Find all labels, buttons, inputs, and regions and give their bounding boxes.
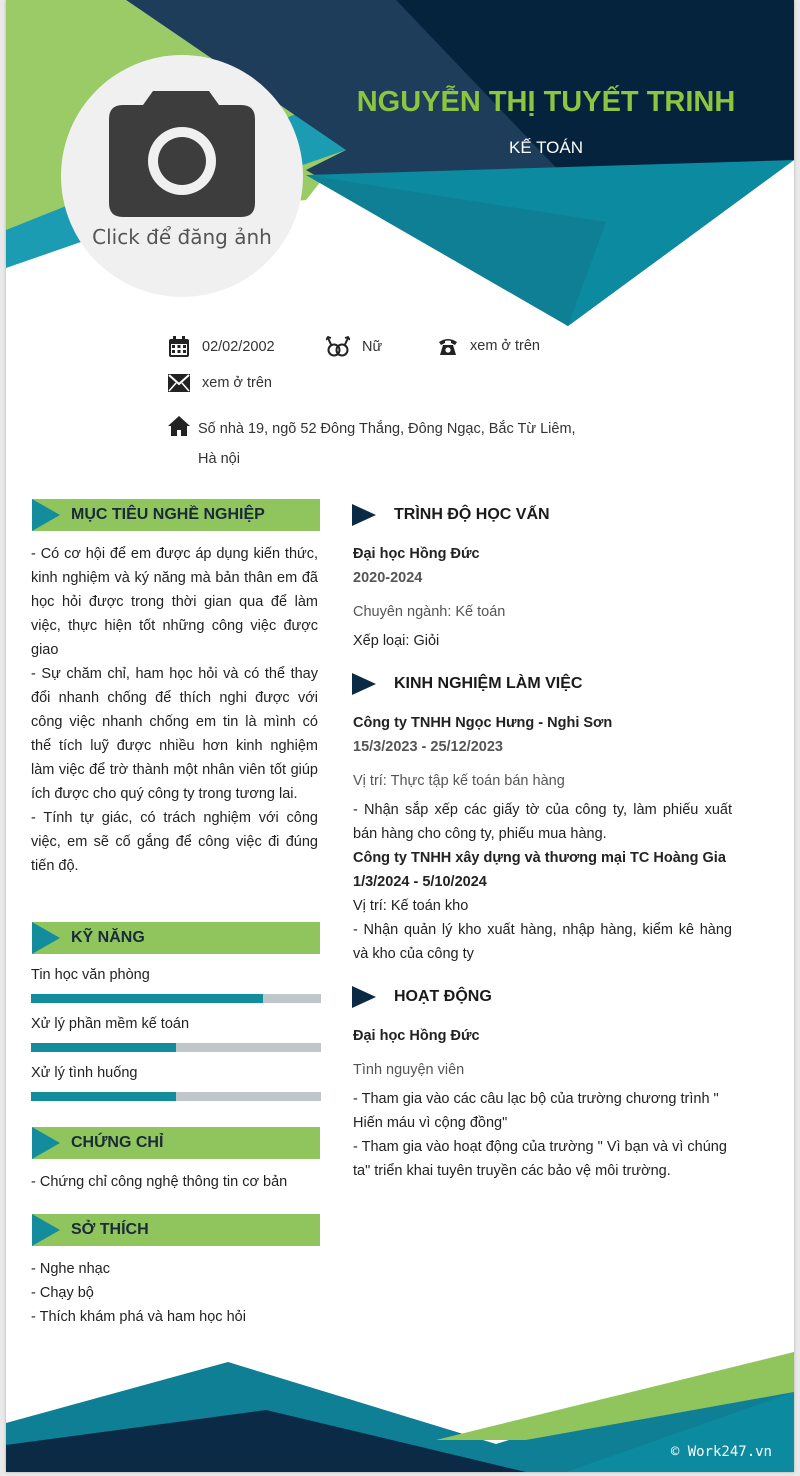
activity-item: - Tham gia vào các câu lạc bộ của trường chương trình " Hiến máu vì cộng đồng"	[353, 1091, 719, 1131]
candidate-name: NGUYỄN THỊ TUYẾT TRINH	[356, 86, 736, 118]
career-goal-text	[31, 542, 318, 878]
certificate-item: - Chứng chỉ công nghệ thông tin cơ bản	[31, 1174, 288, 1190]
career-goal-paragraph: - Sự chăm chỉ, ham học hỏi và có thể thay đổi nhanh chống để thích nghi được với công việc nhanh chống em tin là mình có thể tích luỹ được nhiều hơn kinh nghiệm làm việc để trờ thành một nhân viên tốt giúp ích được cho quý công ty trong tương lai.	[31, 666, 318, 802]
skill-bar	[31, 1043, 321, 1052]
hobby-item: - Thích khám phá và ham học hỏi	[31, 1309, 246, 1325]
address-line-2: Hà nội	[198, 451, 240, 467]
school-name: Đại học Hồng Đức	[353, 546, 480, 562]
gender-value: Nữ	[362, 339, 383, 355]
hobbies-heading: SỞ THÍCH	[32, 1214, 320, 1246]
job-title: KẾ TOÁN	[508, 138, 583, 157]
activity-role: Tình nguyện viên	[353, 1062, 465, 1078]
education-rank: Xếp loại: Giỏi	[353, 633, 440, 649]
career-goal-paragraph: - Có cơ hội để em được áp dụng kiến thức, kinh nghiệm và ký năng mà bản thân em đã học hỏi được trong thời gian qua để làm việc, thực hiện tốt những công việc được giao	[31, 546, 318, 658]
work-description: - Nhận sắp xếp các giấy tờ của công ty, làm phiếu xuất bán hàng cho công ty, phiếu mua hàng.	[353, 802, 732, 842]
avatar-upload[interactable]	[61, 55, 303, 297]
address-line-1: Số nhà 19, ngõ 52 Đông Thắng, Đông Ngạc, Bắc Từ Liêm,	[198, 421, 576, 437]
work-position: Vị trí: Thực tập kế toán bán hàng	[353, 773, 565, 789]
skill-name: Xử lý phần mềm kế toán	[31, 1016, 190, 1032]
email-row	[168, 374, 272, 392]
activities-block	[353, 1024, 735, 1183]
phone-value: xem ở trên	[470, 338, 540, 354]
gender-row	[326, 336, 382, 358]
hobby-item: - Nghe nhạc	[31, 1261, 110, 1277]
work-description: - Nhận quản lý kho xuất hàng, nhập hàng, kiểm kê hàng và kho của công ty	[353, 922, 732, 962]
copyright-text: © Work247.vn	[670, 1444, 772, 1460]
education-years: 2020-2024	[353, 570, 423, 586]
certificates-heading: CHỨNG CHỈ	[32, 1127, 320, 1159]
phone-icon	[438, 336, 458, 356]
work-period: 1/3/2024 - 5/10/2024	[353, 874, 487, 890]
birthday-row	[168, 336, 275, 358]
phone-row	[438, 336, 540, 356]
activity-organization: Đại học Hồng Đức	[353, 1028, 480, 1044]
avatar-caption: Click để đăng ảnh	[92, 225, 272, 249]
camera-icon	[109, 91, 255, 217]
email-value: xem ở trên	[202, 375, 272, 391]
calendar-icon	[168, 336, 190, 358]
work-period: 15/3/2023 - 25/12/2023	[353, 739, 503, 755]
address-row	[168, 414, 588, 474]
cv-page: NGUYỄN THỊ TUYẾT TRINH KẾ TOÁN Click để đăng ảnh 02/02/2002 Nữ xem ở trên xem ở trên Số nhà 19, ngõ 52 Đông Thắng, Đông Ngạc, Bắc Từ Liêm, Hà nội MỤC TIÊU NGHỀ NGHIỆP - Có cơ hội để em được áp dụng kiến thức, kinh nghiệm và ký năng mà bản thân em đã học hỏi được trong thời gian qua để làm việc, thực hiện tốt những công việc được giao - Sự chăm chỉ, ham học hỏi và có thể thay đổi nhanh chống để thích nghi được với công việc nhanh chống em tin là mình có thể tích luỹ được nhiều hơn kinh nghiệm làm việc để trờ thành một nhân viên tốt giúp ích được cho quý công ty trong tương lai. - Tính tự giác, có trách nghiệm với công việc, em sẽ cố gắng để công việc đi đúng tiến độ. KỸ NĂNG Tin học văn phòng Xử lý phần mềm kế toán Xử lý tình huống CHỨNG CHỈ - Chứng chỉ công nghệ thông tin cơ bản SỞ THÍCH - Nghe nhạc - Chạy bộ - Thích khám phá và ham học hỏi TRÌNH ĐỘ HỌC VẤN Đại học Hồng Đức 2020-2024 Chuyên ngành: Kế toán Xếp loại: Giỏi KINH NGHIỆM LÀM VIỆC Công ty TNHH Ngọc Hưng - Nghi Sơn 15/3/2023 - 25/12/2023 Vị trí: Thực tập kế toán bán hàng - Nhận sắp xếp các giấy tờ của công ty, làm phiếu xuất bán hàng cho công ty, phiếu mua hàng. Công ty TNHH xây dựng và thương mại TC Hoàng Gia 1/3/2024 - 5/10/2024 Vị trí: Kế toán kho - Nhận quản lý kho xuất hàng, nhập hàng, kiểm kê hàng và kho của công ty HOẠT ĐỘNG Đại học Hồng Đức Tình nguyện viên - Tham gia vào các câu lạc bộ của trường chương trình " Hiến máu vì cộng đồng" - Tham gia vào hoạt động của trường " Vì bạn và vì chúng ta" triển khai tuyên truyền các bảo vệ môi trường. © Work247.vn	[6, 0, 794, 1472]
education-block	[353, 542, 733, 653]
work-position: Vị trí: Kế toán kho	[353, 898, 469, 914]
skill-bar	[31, 1092, 321, 1101]
activity-item: - Tham gia vào hoạt động của trường " Vì bạn và vì chúng ta" triển khai tuyên truyền các bảo vệ môi trường.	[353, 1139, 727, 1179]
home-icon	[168, 416, 190, 436]
envelope-icon	[168, 374, 190, 392]
company-name: Công ty TNHH xây dựng và thương mại TC Hoàng Gia	[353, 850, 726, 866]
career-goal-heading: MỤC TIÊU NGHỀ NGHIỆP	[32, 499, 320, 531]
hobby-item: - Chạy bộ	[31, 1285, 94, 1301]
gender-icon	[326, 336, 350, 358]
experience-block	[353, 711, 732, 966]
hobbies-list	[31, 1257, 321, 1329]
birthday-value: 02/02/2002	[202, 339, 275, 355]
skill-name: Xử lý tình huống	[31, 1065, 138, 1081]
company-name: Công ty TNHH Ngọc Hưng - Nghi Sơn	[353, 715, 613, 731]
skill-name: Tin học văn phòng	[31, 967, 150, 983]
education-major: Chuyên ngành: Kế toán	[353, 604, 506, 620]
skills-heading: KỸ NĂNG	[32, 922, 320, 954]
skill-bar	[31, 994, 321, 1003]
career-goal-paragraph: - Tính tự giác, có trách nghiệm với công việc, em sẽ cố gắng để công việc đi đúng tiến độ.	[31, 810, 318, 874]
